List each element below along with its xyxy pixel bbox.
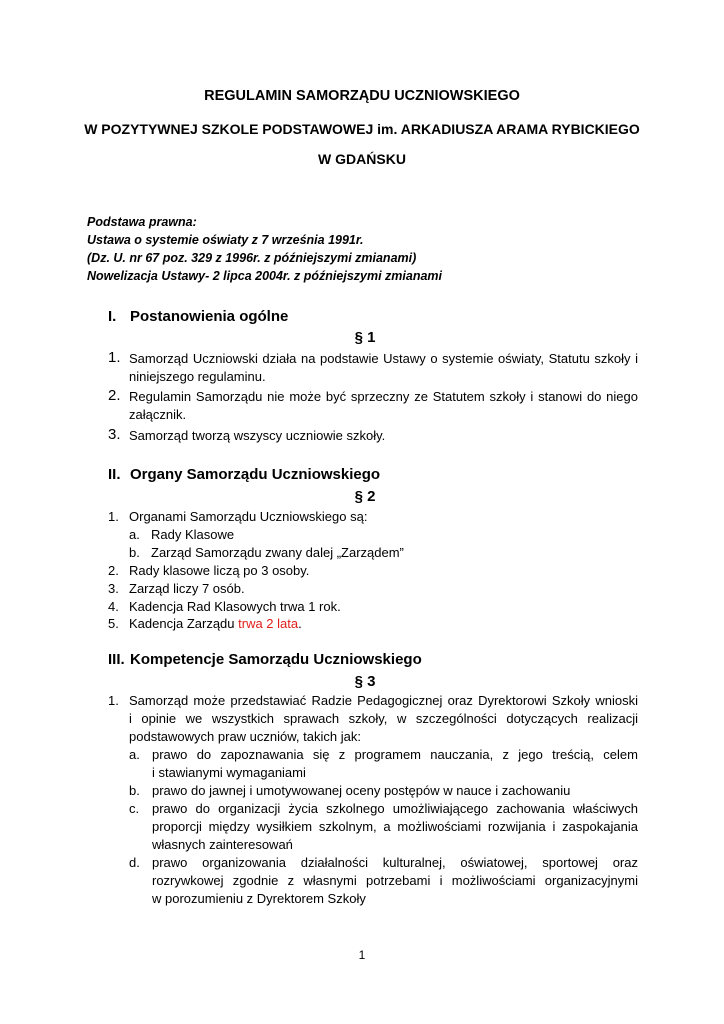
sub-list-item-continuation: własnych zainteresowań [152, 837, 293, 852]
list-item: Samorząd może przedstawiać Radzie Pedagogicznej oraz Dyrektorowi Szkoły wnioski [129, 693, 638, 708]
sub-list-item: Rady Klasowe [151, 527, 235, 542]
list-item: Rady klasowe liczą po 3 osoby. [129, 563, 310, 578]
list-item: Samorząd Uczniowski działa na podstawie Ustawy o systemie oświaty, Statutu szkoły i [129, 351, 638, 366]
section-numeral: II. [108, 466, 121, 483]
list-number: 2. [108, 563, 119, 578]
sub-list-item-continuation: w porozumieniu z Dyrektorem Szkoły [152, 891, 366, 906]
section-heading: Postanowienia ogólne [130, 308, 289, 325]
list-item [129, 615, 302, 633]
list-item-text: . [298, 616, 302, 631]
legal-basis-heading: Podstawa prawna: [87, 215, 197, 229]
list-item-continuation: i opinie we wszystkich sprawach szkoły, w szczególności dotyczących realizacji [129, 711, 638, 726]
sub-list-item: prawo do zapoznawania się z programem nauczania, z jego treścią, celem [152, 747, 638, 762]
sub-list-item-continuation: i stawianymi wymaganiami [152, 765, 306, 780]
section-heading: Organy Samorządu Uczniowskiego [130, 466, 381, 483]
paragraph-marker: § 3 [354, 673, 376, 690]
list-item-text: Kadencja Zarządu [129, 616, 239, 631]
sub-list-item-continuation: rozrywkowej zgodnie z własnymi potrzebami i możliwościami organizacyjnymi [152, 873, 638, 888]
list-number: 1. [108, 693, 119, 708]
sub-list-letter: c. [129, 801, 140, 816]
sub-list-item-continuation: proporcji między wysiłkiem szkolnym, a możliwościami rozwijania i zaspokajania [152, 819, 638, 834]
sub-list-item: prawo do organizacji życia szkolnego umożliwiającego zachowania właściwych [152, 801, 638, 816]
sub-list-letter: d. [129, 855, 140, 870]
page-number: 1 [358, 948, 366, 962]
document-location: W GDAŃSKU [318, 151, 406, 167]
list-number: 3. [108, 426, 121, 443]
list-item: Organami Samorządu Uczniowskiego są: [129, 509, 368, 524]
section-numeral: I. [108, 308, 117, 325]
section-numeral: III. [108, 651, 125, 668]
legal-basis-line: Nowelizacja Ustawy- 2 lipca 2004r. z późniejszymi zmianami [87, 269, 443, 283]
list-item-continuation: załącznik. [129, 407, 187, 422]
legal-basis-line: Ustawa o systemie oświaty z 7 września 1991r. [87, 233, 364, 247]
list-number: 1. [108, 349, 121, 366]
sub-list-letter: b. [129, 783, 140, 798]
sub-list-letter: b. [129, 545, 140, 560]
document-title: REGULAMIN SAMORZĄDU UCZNIOWSKIEGO [204, 88, 520, 104]
list-number: 2. [108, 387, 121, 404]
sub-list-letter: a. [129, 747, 140, 762]
list-item: Samorząd tworzą wszyscy uczniowie szkoły. [129, 428, 386, 443]
list-number: 4. [108, 599, 119, 614]
list-number: 5. [108, 616, 119, 631]
paragraph-marker: § 1 [354, 329, 376, 346]
document-subtitle: W POZYTYWNEJ SZKOLE PODSTAWOWEJ im. ARKADIUSZA ARAMA RYBICKIEGO [84, 121, 640, 137]
legal-basis-line: (Dz. U. nr 67 poz. 329 z 1996r. z późniejszymi zmianami) [87, 251, 417, 265]
list-item: Kadencja Rad Klasowych trwa 1 rok. [129, 599, 341, 614]
sub-list-item: Zarząd Samorządu zwany dalej „Zarządem” [151, 545, 404, 560]
list-item: Zarząd liczy 7 osób. [129, 581, 245, 596]
paragraph-marker: § 2 [354, 488, 376, 505]
list-item: Regulamin Samorządu nie może być sprzeczny ze Statutem szkoły i stanowi do niego [129, 389, 638, 404]
sub-list-item: prawo do jawnej i umotywowanej oceny postępów w nauce i zachowaniu [152, 783, 571, 798]
list-number: 1. [108, 509, 119, 524]
list-number: 3. [108, 581, 119, 596]
sub-list-letter: a. [129, 527, 140, 542]
list-item-continuation: podstawowych praw uczniów, takich jak: [129, 729, 361, 744]
highlighted-text: trwa 2 lata [238, 616, 299, 631]
section-heading: Kompetencje Samorządu Uczniowskiego [130, 651, 422, 668]
sub-list-item: prawo organizowania działalności kulturalnej, oświatowej, sportowej oraz [152, 855, 638, 870]
list-item-continuation: niniejszego regulaminu. [129, 369, 266, 384]
